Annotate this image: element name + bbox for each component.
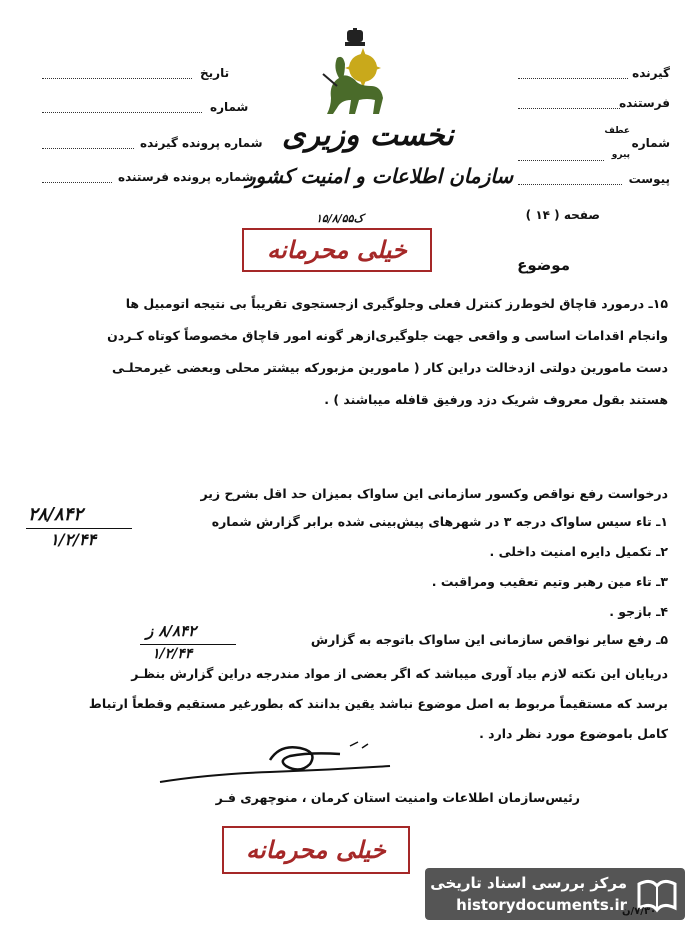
date-label: تاریخ — [200, 66, 230, 80]
number-label: شماره — [631, 136, 670, 150]
requests-intro: درخواست رفع نواقص وکسور سازمانی این ساواک بمیزان حد اقل بشرح زیر — [200, 486, 668, 501]
watermark-site-name: مرکز بررسی اسناد تاریخی — [430, 874, 627, 892]
date-line — [42, 78, 192, 79]
recipient-file-label: شماره پرونده گیرنده — [140, 136, 263, 150]
ref2-divider — [140, 644, 236, 645]
serial-line — [42, 112, 202, 113]
ministry-title: نخست وزیری — [282, 118, 454, 153]
list-item-2: ۲ـ تکمیل دایره امنیت داخلی . — [489, 544, 668, 559]
list-item-1: ۱ـ تاء سیس ساواک درجه ۳ در شهرهای پیش‌بینی شده برابر گزارش شماره — [211, 514, 668, 529]
ref2-number: ۸/۸۴۲ ز — [146, 622, 197, 640]
list-item-3: ۳ـ تاء مین رهبر وتیم تعقیب ومراقبت . — [431, 574, 668, 589]
recipient-line — [518, 78, 628, 79]
body-line-2: وانجام اقدامات اساسی و واقعی جهت جلوگیری‌ازهر گونه امور قاچاق مخصوصاً کوتاه کـردن — [107, 328, 668, 343]
body-line-1: ۱۵ـ درمورد قاچاق لخوط‌رز کنترل فعلی وجلوگیری ازجستجوی تقریباً بی نتیجه اتومبیل ها — [125, 296, 668, 311]
lion-and-sun-emblem-icon — [315, 28, 395, 118]
classification-stamp-top: خیلی محرمانه — [242, 228, 432, 272]
ref-bottom-label: پیرو — [611, 150, 630, 160]
signature-line: رئیس‌سازمان اطلاعات وامنیت استان کرمان ، منوچهری فـر — [215, 790, 580, 805]
classification-stamp-bottom: خیلی محرمانه — [222, 826, 410, 874]
list-item-5: ۵ـ رفع سایر نواقص سازمانی این ساواک باتوجه به گزارش — [310, 632, 668, 647]
recipient-file-line — [42, 148, 134, 149]
organization-title: سازمان اطلاعات و امنیت کشور — [246, 164, 514, 188]
attachment-label: پیوست — [628, 172, 670, 186]
watermark-url: historydocuments.ir — [456, 896, 627, 914]
signature-image — [150, 730, 430, 790]
serial-label: شماره — [210, 100, 249, 114]
body-line-4: هستند بقول معروف شریک دزد ورفیق قافله میباشند ) . — [324, 392, 668, 407]
ref1-number: ۲۸/۸۴۲ — [28, 504, 83, 525]
handwritten-note: ک۱۵/۸/۵۵ — [316, 212, 364, 225]
sender-line — [518, 108, 620, 109]
subject-label: موضوع — [517, 256, 570, 274]
sender-label: فرستنده — [619, 96, 670, 110]
page-label: صفحه ( ۱۴ ) — [525, 208, 600, 222]
sender-file-line — [42, 182, 112, 183]
recipient-label: گیرنده — [632, 66, 670, 80]
ref-top-label: عطف — [604, 126, 630, 136]
ref1-divider — [26, 528, 132, 529]
ref1-date: ۱/۲/۴۴ — [50, 530, 97, 549]
number-line — [518, 160, 604, 161]
sender-file-label: شماره پرونده فرستنده — [118, 170, 254, 184]
footer-code: ۷/۳۰/ن — [622, 906, 657, 917]
ref2-date: ۱/۲/۴۴ — [152, 646, 193, 662]
closing-line-3: کامل باموضوع مورد نظر دارد . — [479, 726, 668, 741]
attachment-line — [518, 184, 622, 185]
body-line-3: دست مامورین دولتی ازدخالت دراین کار ( مامورین مزبورکه بیشتر محلی وبعضی غیرمحلـی — [112, 360, 668, 375]
list-item-4: ۴ـ بازجو . — [609, 604, 668, 619]
closing-line-2: برسد که مستقیماً مربوط به اصل موضوع نباشد یقین بدانند که بطورغیر مستقیم وقطعاً ارتباط — [88, 696, 668, 711]
closing-line-1: دریایان این نکته لازم بیاد آوری میباشد که اگر بعضی از مواد مندرجه دراین گزارش بنظـر — [131, 666, 668, 681]
